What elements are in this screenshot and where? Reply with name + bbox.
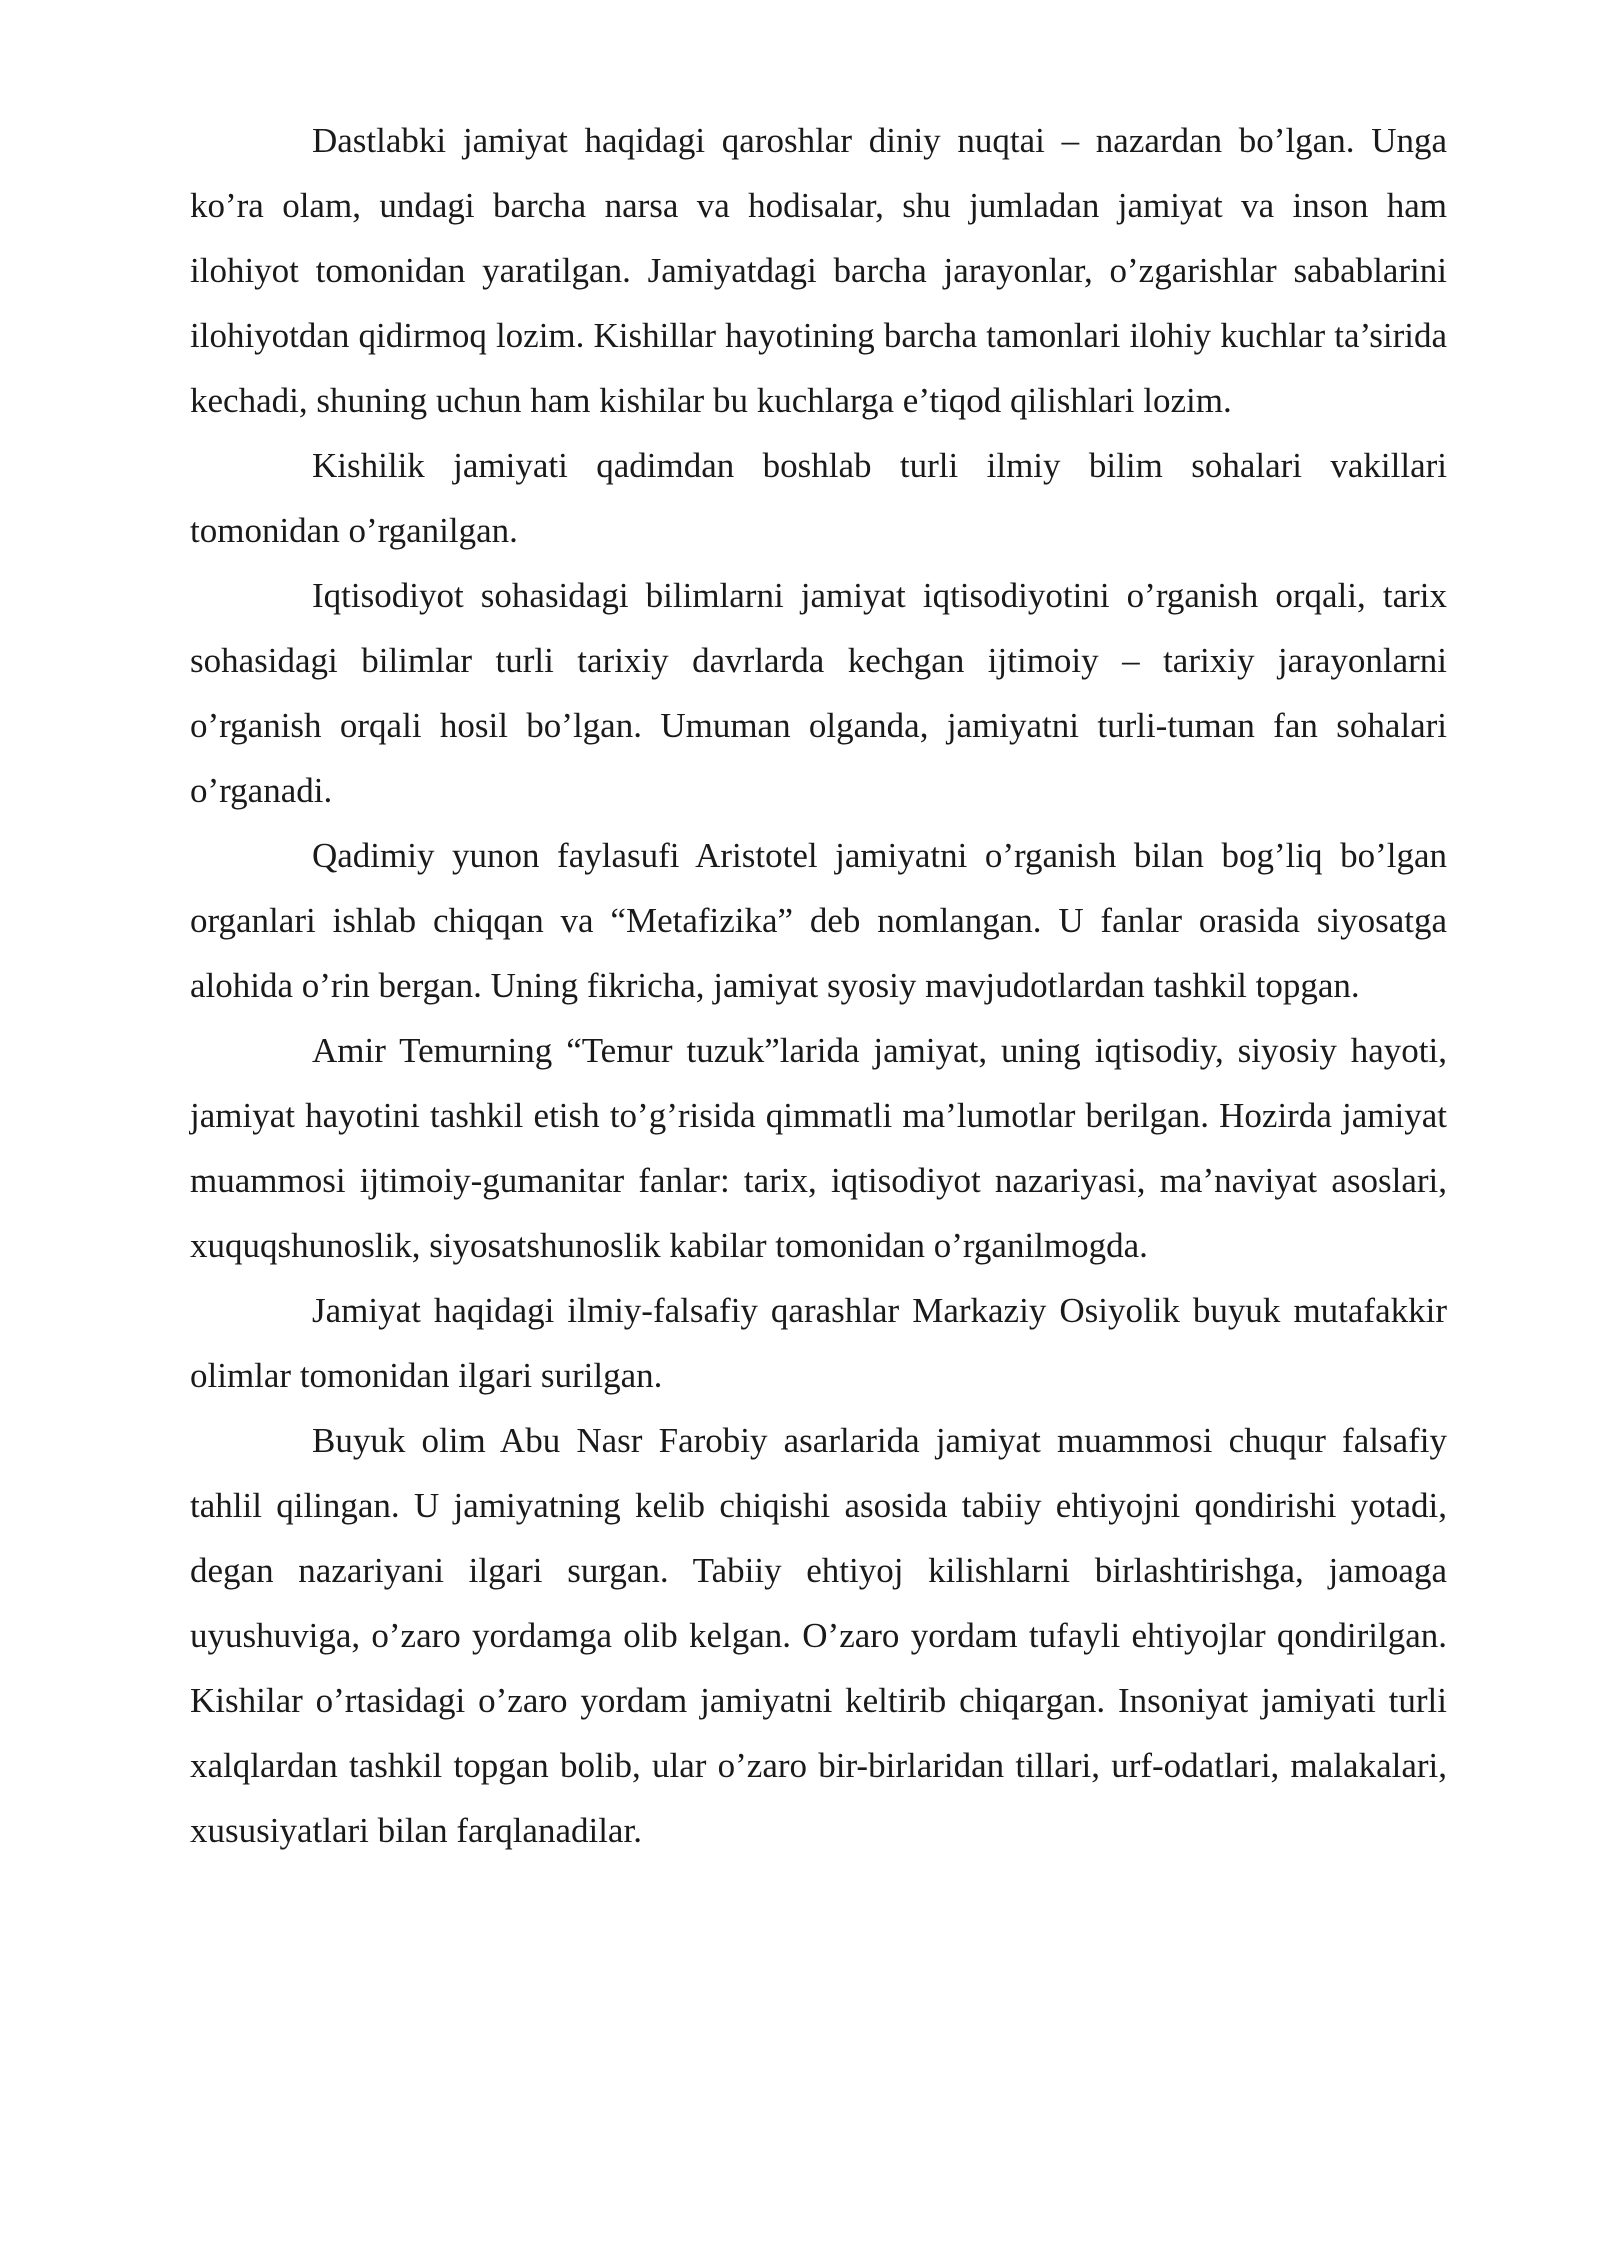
paragraph-7: Buyuk olim Abu Nasr Farobiy asarlarida jamiyat muammosi chuqur falsafiy tahlil qilingan. U jamiyatning kelib chiqishi asosida tabiiy ehtiyojni qondirishi yotadi, degan nazariyani ilgari surgan. Tabiiy ehtiyoj kilishlarni birlashtirishga, jamoaga uyushuviga, o’zaro yordamga olib kelgan. O’zaro yordam tufayli ehtiyojlar qondirilgan. Kishilar o’rtasidagi o’zaro yordam jamiyatni keltirib chiqargan. Insoniyat jamiyati turli xalqlardan tashkil topgan bolib, ular o’zaro bir-birlaridan tillari, urf-odatlari, malakalari, xususiyatlari bilan farqlanadilar. bbox=[190, 1421, 1447, 1850]
paragraph-5: Amir Temurning “Temur tuzuk”larida jamiyat, uning iqtisodiy, siyosiy hayoti, jamiyat hayotini tashkil etish to’g’risida qimmatli ma’lumotlar berilgan. Hozirda jamiyat muammosi ijtimoiy-gumanitar fanlar: tarix, iqtisodiyot nazariyasi, ma’naviyat asoslari, xuquqshunoslik, siyosatshunoslik kabilar tomonidan o’rganilmogda. bbox=[190, 1031, 1447, 1265]
paragraph-2: Kishilik jamiyati qadimdan boshlab turli ilmiy bilim sohalari vakillari tomonidan o’rganilgan. bbox=[190, 446, 1447, 550]
paragraph-4: Qadimiy yunon faylasufi Aristotel jamiyatni o’rganish bilan bog’liq bo’lgan organlari ishlab chiqqan va “Metafizika” deb nomlangan. U fanlar orasida siyosatga alohida o’rin bergan. Uning fikricha, jamiyat syosiy mavjudotlardan tashkil topgan. bbox=[190, 836, 1447, 1005]
paragraph-6: Jamiyat haqidagi ilmiy-falsafiy qarashlar Markaziy Osiyolik buyuk mutafakkir olimlar tomonidan ilgari surilgan. bbox=[190, 1291, 1447, 1395]
paragraph-1: Dastlabki jamiyat haqidagi qaroshlar diniy nuqtai – nazardan bo’lgan. Unga ko’ra olam, undagi barcha narsa va hodisalar, shu jumladan jamiyat va inson ham ilohiyot tomonidan yaratilgan. Jamiyatdagi barcha jarayonlar, o’zgarishlar sabablarini ilohiyotdan qidirmoq lozim. Kishillar hayotining barcha tamonlari ilohiy kuchlar ta’sirida kechadi, shuning uchun ham kishilar bu kuchlarga e’tiqod qilishlari lozim. bbox=[190, 121, 1447, 420]
paragraph-3: Iqtisodiyot sohasidagi bilimlarni jamiyat iqtisodiyotini o’rganish orqali, tarix sohasidagi bilimlar turli tarixiy davrlarda kechgan ijtimoiy – tarixiy jarayonlarni o’rganish orqali hosil bo’lgan. Umuman olganda, jamiyatni turli-tuman fan sohalari o’rganadi. bbox=[190, 576, 1447, 810]
document-body bbox=[190, 108, 1447, 1863]
